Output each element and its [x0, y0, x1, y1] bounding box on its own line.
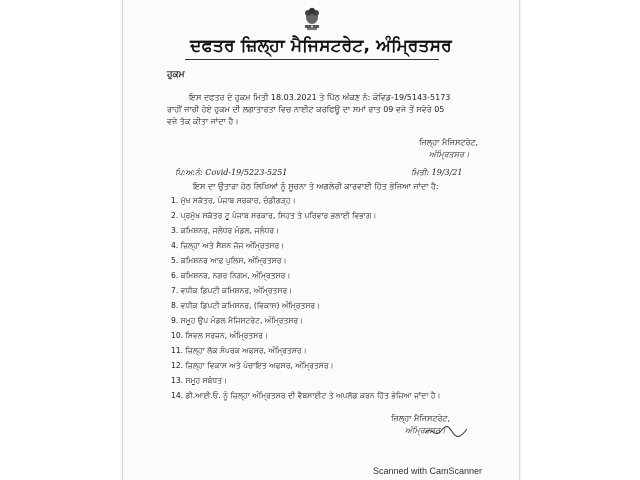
- order-body-line-1: ਇਸ ਦਫਤਰ ਦੇ ਹੁਕਮ ਮਿਤੀ 18.03.2021 ਤੇ ਪਿੱਠ ਅੰਕਣ ਨੰ: ਕੋਵਿਡ-19/5143-5173: [189, 93, 451, 102]
- office-heading: ਦਫਤਰ ਜ਼ਿਲ੍ਹਾ ਮੈਜਿਸਟਰੇਟ, ਅੰਮ੍ਰਿਤਸਰ: [190, 36, 452, 56]
- signature-block-1-title: ਜ਼ਿਲ੍ਹਾ ਮੈਜਿਸਟਰੇਟ,: [419, 138, 479, 147]
- document-page: [122, 0, 520, 480]
- recipient-item: 7. ਵਧੀਕ ਡਿਪਟੀ ਕਮਿਸ਼ਨਰ, ਅੰਮ੍ਰਿਤਸਰ।: [171, 286, 293, 295]
- recipient-item: 11. ਜ਼ਿਲ੍ਹਾ ਲੋਕ ਸੰਪਰਕ ਅਫਸਰ, ਅੰਮ੍ਰਿਤਸਰ।: [171, 346, 307, 355]
- recipient-item: 5. ਕਮਿਸ਼ਨਰ ਆਫ ਪੁਲਿਸ, ਅੰਮ੍ਰਿਤਸਰ।: [171, 256, 287, 265]
- recipient-item: 9. ਸਮੂਹ ਉਪ ਮੰਡਲ ਮੈਜਿਸਟਰੇਟ, ਅੰਮ੍ਰਿਤਸਰ।: [171, 316, 304, 325]
- signature-block-2-place: ਅੰਮ੍ਰਿਤਸਰ।: [405, 426, 446, 435]
- endorsement-number: ਪਿ:ਅ:ਨੰ: Covid-19/5223-5251: [175, 168, 288, 177]
- recipient-item: 13. ਸਮੂਹ ਸਬੰਧਤ।: [171, 376, 228, 385]
- recipient-item: 14. ਡੀ.ਆਈ.ਓ. ਨੂੰ ਜ਼ਿਲ੍ਹਾ ਅੰਮ੍ਰਿਤਸਰ ਦੀ ਵੈਬਸਾਈਟ ਤੇ ਅਪਲੋਡ ਕਰਨ ਹਿੱਤ ਭੇਜਿਆ ਜਾਂਦਾ ਹੈ।: [171, 391, 441, 400]
- order-title: ਹੁਕਮ: [167, 70, 185, 80]
- handwritten-signature-icon: [423, 423, 469, 441]
- signature-block-2-title: ਜ਼ਿਲ੍ਹਾ ਮੈਜਿਸਟਰੇਟ,: [391, 414, 451, 423]
- order-body-line-3: ਵਜੇ ਤੱਕ ਕੀਤਾ ਜਾਂਦਾ ਹੈ।: [167, 117, 239, 126]
- state-emblem-icon: [301, 5, 323, 31]
- recipient-item: 6. ਕਮਿਸ਼ਨਰ, ਨਗਰ ਨਿਗਮ, ਅੰਮ੍ਰਿਤਸਰ।: [171, 271, 291, 280]
- recipient-item: 4. ਜ਼ਿਲ੍ਹਾ ਅਤੇ ਸੈਸ਼ਨ ਜੱਜ ਅੰਮ੍ਰਿਤਸਰ।: [171, 241, 285, 250]
- recipient-item: 2. ਪ੍ਰਮੁੱਖ ਸਕੱਤਰ ਟੂ ਪੰਜਾਬ ਸਰਕਾਰ, ਸਿਹਤ ਤੇ ਪਰਿਵਾਰ ਭਲਾਈ ਵਿਭਾਗ।: [171, 211, 377, 220]
- heading-underline: [185, 59, 439, 60]
- recipient-item: 12. ਜ਼ਿਲ੍ਹਾ ਵਿਕਾਸ ਅਤੇ ਪੰਚਾਇਤ ਅਫਸਰ, ਅੰਮ੍ਰਿਤਸਰ।: [171, 361, 334, 370]
- copy-forward-note: ਇਸ ਦਾ ਉਤਾਰਾ ਹੇਠ ਲਿਖਿਆਂ ਨੂੰ ਸੂਚਨਾ ਤੇ ਅਗਲੇਰੀ ਕਾਰਵਾਈ ਹਿੱਤ ਭੇਜਿਆ ਜਾਂਦਾ ਹੈ:: [193, 182, 439, 191]
- signature-block-1-place: ਅੰਮ੍ਰਿਤਸਰ।: [429, 150, 470, 159]
- order-body-line-2: ਰਾਹੀਂ ਜਾਰੀ ਹੋਏ ਹੁਕਮ ਦੀ ਲਗਾਤਾਰਤਾ ਵਿਚ ਨਾਈਟ ਕਰਫਿਊ ਦਾ ਸਮਾਂ ਰਾਤ 09 ਵਜੇ ਤੋਂ ਸਵੇਰੇ 05: [167, 105, 445, 114]
- recipient-item: 1. ਮੁੱਖ ਸਕੱਤਰ, ਪੰਜਾਬ ਸਰਕਾਰ, ਚੰਡੀਗੜ੍ਹ।: [171, 196, 296, 205]
- recipient-item: 3. ਕਮਿਸ਼ਨਰ, ਜਲੰਧਰ ਮੰਡਲ, ਜਲੰਧਰ।: [171, 226, 280, 235]
- recipient-item: 8. ਵਧੀਕ ਡਿਪਟੀ ਕਮਿਸ਼ਨਰ, (ਵਿਕਾਸ) ਅੰਮ੍ਰਿਤਸਰ।: [171, 301, 321, 310]
- endorsement-date: ਮਿਤੀ: 19/3/21: [411, 168, 463, 177]
- recipient-item: 10. ਸਿਵਲ ਸਰਜਨ, ਅੰਮ੍ਰਿਤਸਰ।: [171, 331, 269, 340]
- scanner-watermark: Scanned with CamScanner: [373, 466, 483, 476]
